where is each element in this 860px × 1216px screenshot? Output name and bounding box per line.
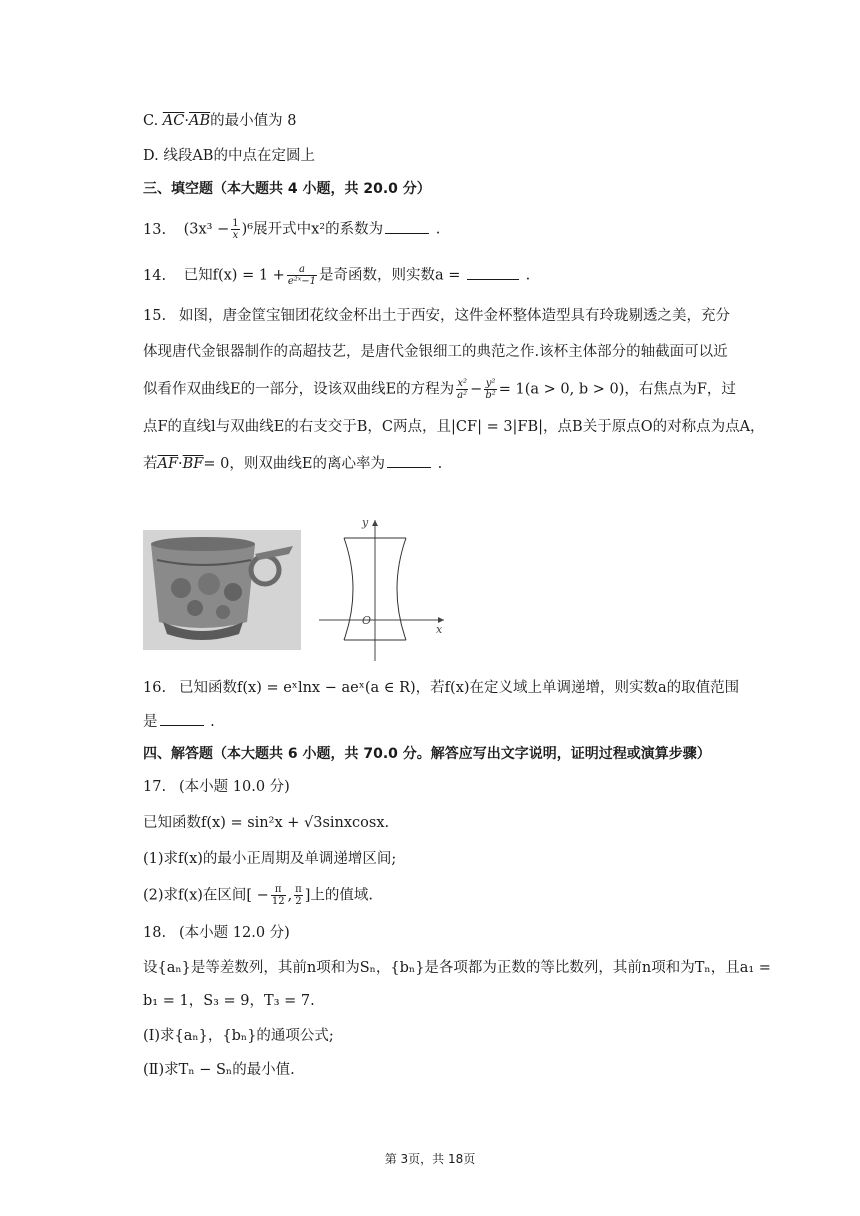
fraction-denominator: 2 bbox=[295, 896, 302, 907]
minus-operator: − bbox=[470, 381, 483, 398]
question-score: (本小题 10.0 分) bbox=[179, 779, 290, 795]
fraction-denominator: 12 bbox=[271, 896, 285, 907]
q15-text-5-post: = 0，则双曲线E的离心率为 bbox=[203, 456, 385, 472]
origin-label: O bbox=[362, 614, 372, 627]
fraction-pi-2 bbox=[294, 884, 303, 907]
q15-text-5-pre: 若 bbox=[143, 456, 158, 472]
question-score: (本小题 12.0 分) bbox=[179, 925, 290, 941]
question-number: 17. bbox=[143, 779, 167, 795]
fraction-numerator: 1 bbox=[232, 218, 239, 229]
q16-text-1: 已知函数f(x) = eˣlnx − aeˣ(a ∈ R)，若f(x)在定义域上单调递增，则实数a的取值范围 bbox=[179, 680, 740, 696]
fraction-denominator: x bbox=[232, 230, 239, 241]
question-15-line-1 bbox=[143, 306, 730, 326]
q13-expr-post: )⁶展开式中x²的系数为 bbox=[241, 221, 384, 238]
answer-blank[interactable] bbox=[467, 265, 519, 280]
question-14 bbox=[143, 264, 530, 287]
q13-fraction bbox=[231, 218, 239, 241]
fraction-pi-12 bbox=[271, 884, 286, 907]
dot-operator: · bbox=[178, 456, 183, 472]
question-number: 18. bbox=[143, 925, 167, 941]
question-15-line-3 bbox=[143, 378, 736, 401]
q14-end: . bbox=[525, 267, 531, 284]
q15-fraction-y bbox=[484, 378, 496, 401]
hyperbola-diagram bbox=[318, 516, 448, 662]
fraction-denominator: a² bbox=[457, 390, 468, 401]
q17-part2-post: ]上的值域. bbox=[304, 887, 374, 904]
x-axis-label: x bbox=[436, 623, 443, 636]
section-4-heading: 四、解答题（本大题共 6 小题，共 70.0 分。解答应写出文字说明，证明过程或演算步骤） bbox=[143, 746, 711, 762]
question-number: 13. bbox=[143, 221, 167, 238]
q13-expr-pre: (3x³ − bbox=[183, 221, 230, 238]
comma: , bbox=[287, 887, 293, 904]
question-18-part-1: (Ⅰ)求{aₙ}，{bₙ}的通项公式; bbox=[143, 1028, 334, 1044]
question-17-part-1: (1)求f(x)的最小正周期及单调递增区间; bbox=[143, 851, 397, 867]
question-17-part-2 bbox=[143, 884, 373, 907]
answer-blank[interactable] bbox=[385, 219, 429, 234]
question-number: 14. bbox=[143, 267, 167, 284]
q13-end: . bbox=[435, 221, 441, 238]
q15-text-3-post: = 1(a > 0, b > 0)，右焦点为F，过 bbox=[498, 381, 736, 398]
y-axis-label: y bbox=[362, 516, 369, 529]
q16-text-2: 是 bbox=[143, 714, 158, 730]
question-18-part-2: (Ⅱ)求Tₙ − Sₙ的最小值. bbox=[143, 1062, 295, 1078]
option-c bbox=[143, 111, 296, 131]
question-18-line-1: 设{aₙ}是等差数列，其前n项和为Sₙ，{bₙ}是各项都为正数的等比数列，其前n项和为Tₙ，且a₁ = bbox=[143, 960, 771, 976]
option-d-label: D. bbox=[143, 148, 159, 164]
fraction-numerator: y² bbox=[485, 378, 496, 389]
fraction-denominator: b² bbox=[485, 390, 496, 401]
fraction-numerator: π bbox=[271, 884, 286, 896]
vector-af: $\overline{AF}$ bbox=[157, 456, 179, 472]
q15-fraction-x bbox=[456, 378, 468, 401]
fraction-numerator: π bbox=[295, 884, 302, 895]
option-d-text: 线段AB的中点在定圆上 bbox=[163, 148, 315, 164]
question-17-header bbox=[143, 777, 290, 797]
question-18-header bbox=[143, 923, 290, 943]
question-number: 15. bbox=[143, 308, 167, 324]
q16-end: . bbox=[210, 714, 215, 730]
dot-operator: · bbox=[184, 113, 189, 129]
q14-pre: 已知f(x) = 1 + bbox=[183, 267, 285, 284]
fraction-denominator: e²ˣ−1 bbox=[287, 276, 317, 287]
answer-blank[interactable] bbox=[160, 711, 204, 726]
cup-image bbox=[143, 530, 301, 650]
question-17-stem: 已知函数f(x) = sin²x + √3sinxcosx. bbox=[143, 815, 390, 831]
answer-blank[interactable] bbox=[387, 453, 431, 468]
q15-end: . bbox=[437, 456, 443, 472]
question-18-line-2: b₁ = 1，S₃ = 9，T₃ = 7. bbox=[143, 993, 315, 1009]
q14-fraction bbox=[287, 264, 317, 287]
q17-part2-pre: (2)求f(x)在区间[ − bbox=[143, 887, 269, 904]
question-15-line-5 bbox=[143, 453, 442, 474]
option-c-label: C. bbox=[143, 113, 159, 129]
vector-ab: $\overline{AB}$ bbox=[188, 113, 211, 129]
option-c-text: 的最小值为 8 bbox=[210, 113, 297, 129]
gold-cup-photo bbox=[143, 530, 301, 650]
question-16-line-2 bbox=[143, 711, 215, 732]
question-15-line-4: 点F的直线l与双曲线E的右支交于B，C两点，且|CF| = 3|FB|，点B关于原点O的对称点为点A， bbox=[143, 419, 765, 435]
section-3-heading: 三、填空题（本大题共 4 小题，共 20.0 分） bbox=[143, 181, 431, 197]
vector-ac: $\overline{AC}$ bbox=[162, 113, 185, 129]
fraction-numerator: a bbox=[287, 264, 317, 276]
page-footer: 第 3页，共 18页 bbox=[384, 1152, 476, 1166]
q15-text-3-pre: 似看作双曲线E的一部分，设该双曲线E的方程为 bbox=[143, 381, 455, 398]
question-number: 16. bbox=[143, 680, 167, 696]
question-13 bbox=[143, 218, 440, 241]
question-15-line-2: 体现唐代金银器制作的高超技艺，是唐代金银细工的典范之作.该杯主体部分的轴截面可以近 bbox=[143, 344, 728, 360]
q15-text-1: 如图，唐金筐宝钿团花纹金杯出土于西安，这件金杯整体造型具有玲珑剔透之美，充分 bbox=[179, 308, 730, 324]
question-16-line-1 bbox=[143, 678, 739, 698]
fraction-numerator: x² bbox=[457, 378, 467, 389]
option-d bbox=[143, 146, 315, 166]
vector-bf: $\overline{BF}$ bbox=[182, 456, 204, 472]
q14-post: 是奇函数，则实数a = bbox=[319, 267, 461, 284]
